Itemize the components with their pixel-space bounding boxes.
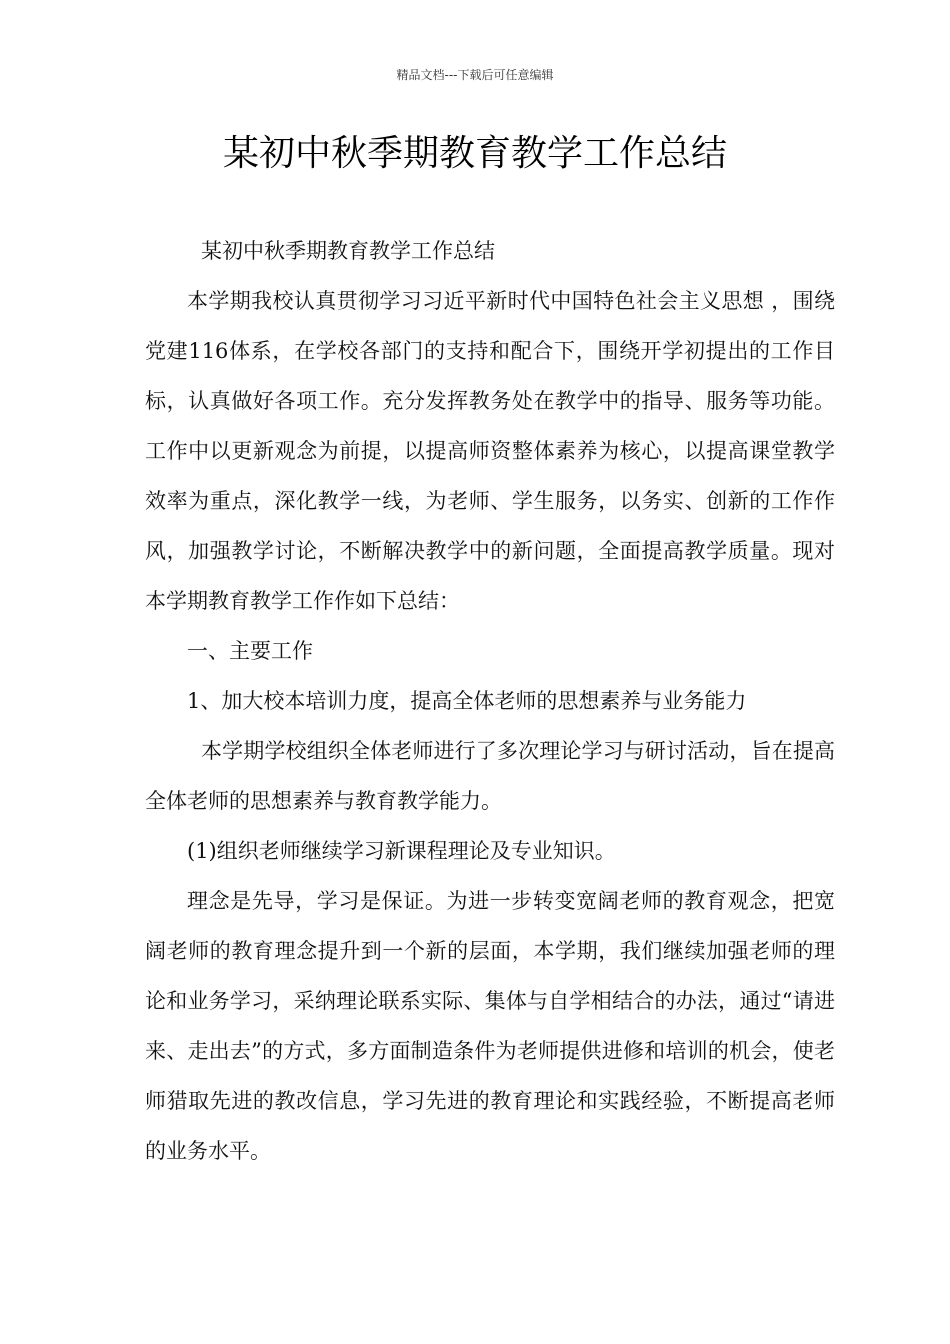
- paragraph-intro: 本学期我校认真贯彻学习习近平新时代中国特色社会主义思想 ，围绕党建116体系，在学校各部门的支持和配合下，围绕开学初提出的工作目标，认真做好各项工作。充分发挥教务处在教学中的指导、服务等功能。工作中以更新观念为前提，以提高师资整体素养为核心，以提高课堂教学效率为重点，深化教学一线，为老师、学生服务，以务实、创新的工作作风，加强教学讨论，不断解决教学中的新问题，全面提高教学质量。现对本学期教育教学工作作如下总结：: [145, 289, 835, 613]
- paragraph-theory: 理念是先导，学习是保证。为进一步转变宽阔老师的教育观念，把宽阔老师的教育理念提升到一个新的层面，本学期，我们继续加强老师的理论和业务学习，采纳理论联系实际、集体与自学相结合的办法，通过“请进来、走出去”的方式，多方面制造条件为老师提供进修和培训的机会，使老师猎取先进的教改信息，学习先进的教育理论和实践经验，不断提高老师的业务水平。: [145, 889, 835, 1163]
- document-body: [145, 226, 835, 1176]
- section-heading-main-work: 一、主要工作: [187, 639, 313, 663]
- paragraph-training: 本学期学校组织全体老师进行了多次理论学习与研讨活动，旨在提高全体老师的思想素养与教育教学能力。: [145, 739, 835, 813]
- list-item-theory-study: (1)组织老师继续学习新课程理论及专业知识。: [187, 839, 616, 863]
- header-note: 精品文档---下载后可任意编辑: [396, 68, 554, 82]
- document-title: 某初中秋季期教育教学工作总结: [222, 133, 727, 174]
- subsection-heading-training: 1、加大校本培训力度，提高全体老师的思想素养与业务能力: [187, 689, 747, 713]
- subtitle-line: 某初中秋季期教育教学工作总结: [201, 239, 495, 263]
